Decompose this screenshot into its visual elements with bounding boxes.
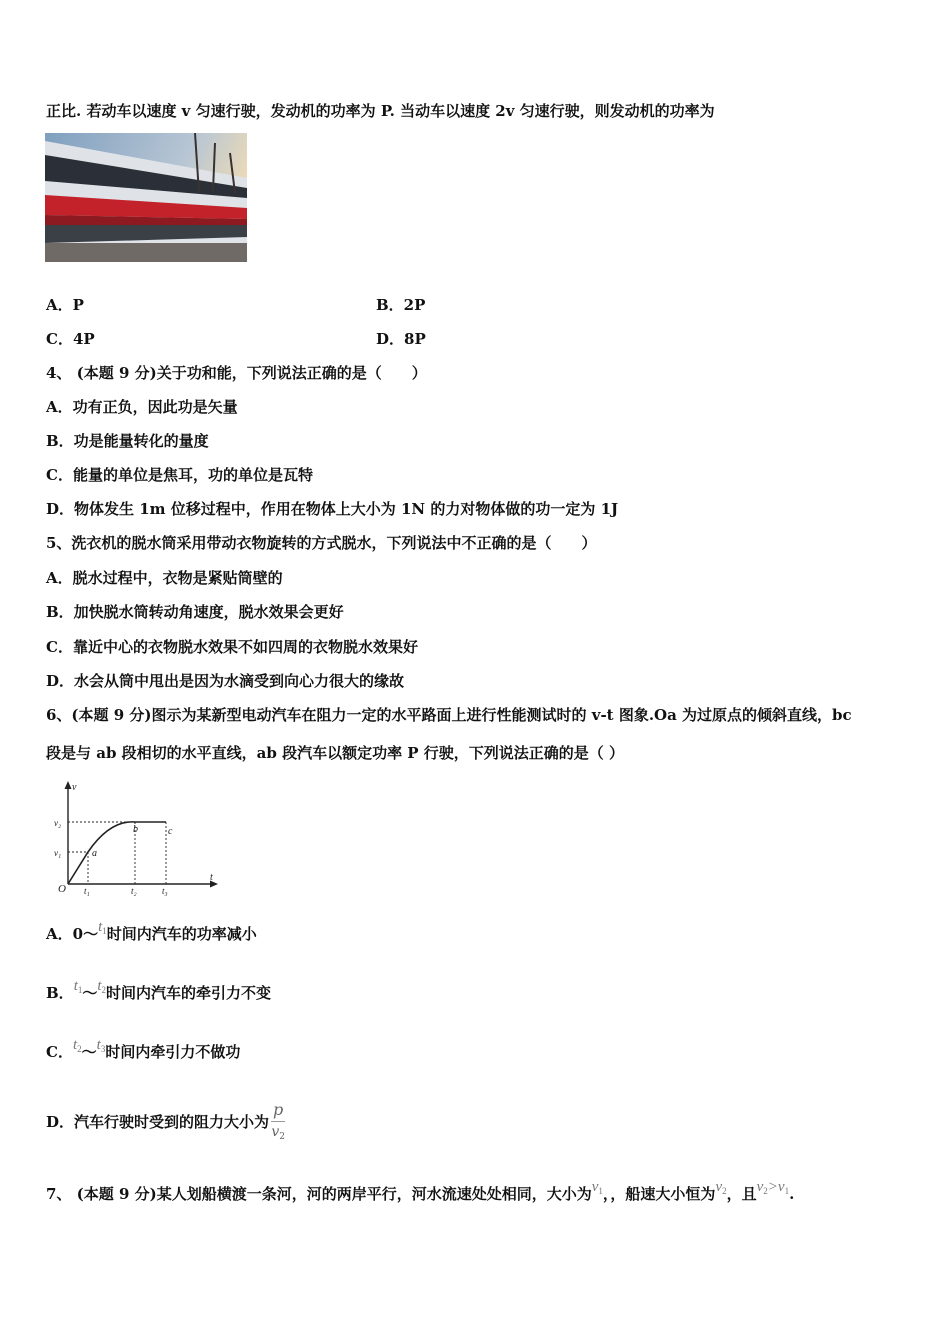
q7-stem: 7、 (本题 9 分)某人划船横渡一条河，河的两岸平行，河水流速处处相同，大小为$v_1$，，船速大小恒为$v_2$，且$v_2>v_1$. bbox=[46, 1179, 795, 1203]
q4-option-b: B．功是能量转化的量度 bbox=[46, 432, 209, 450]
graph-point-b: b bbox=[133, 824, 138, 835]
graph-point-c: c bbox=[168, 826, 173, 837]
bullet-train-photo bbox=[45, 133, 247, 262]
graph-point-a: a bbox=[92, 848, 97, 859]
q5-option-a: A．脱水过程中，衣物是紧贴筒壁的 bbox=[46, 569, 283, 587]
q6-stem-line1: 6、(本题 9 分)图示为某新型电动汽车在阻力一定的水平路面上进行性能测试时的 v-t 图象.Oa 为过原点的倾斜直线，bc bbox=[46, 706, 852, 724]
q3-option-a: A．P bbox=[46, 296, 84, 314]
q4-option-c: C．能量的单位是焦耳，功的单位是瓦特 bbox=[46, 466, 313, 484]
q6-option-c: C．$t_2\sim t_3$时间内牵引力不做功 bbox=[46, 1037, 241, 1061]
q3-option-b: B．2P bbox=[376, 296, 426, 314]
q5-option-b: B．加快脱水筒转动角速度，脱水效果会更好 bbox=[46, 603, 344, 621]
q3-option-c: C．4P bbox=[46, 330, 95, 348]
q6-stem-line2: 段是与 ab 段相切的水平直线，ab 段汽车以额定功率 P 行驶，下列说法正确的是（ ） bbox=[46, 744, 625, 762]
graph-origin-label: O bbox=[58, 883, 66, 895]
q6-option-a: A．$0\sim t_1$时间内汽车的功率减小 bbox=[46, 919, 257, 943]
graph-x-tick-t3: t₃ bbox=[162, 886, 168, 896]
q4-option-d: D．物体发生 1m 位移过程中，作用在物体上大小为 1N 的力对物体做的功一定为 1J bbox=[46, 500, 619, 518]
q3-stem-line: 正比. 若动车以速度 v 匀速行驶，发动机的功率为 P. 当动车以速度 2v 匀速行驶，则发动机的功率为 bbox=[46, 102, 715, 120]
vt-graph bbox=[50, 776, 222, 896]
q5-option-d: D．水会从筒中甩出是因为水滴受到向心力很大的缘故 bbox=[46, 672, 405, 690]
graph-y-axis-label: v bbox=[72, 782, 77, 793]
graph-x-tick-t1: t₁ bbox=[84, 886, 90, 896]
q6-option-b: B．$t_1\sim t_2$时间内汽车的牵引力不变 bbox=[46, 978, 272, 1002]
q4-option-a: A．功有正负，因此功是矢量 bbox=[46, 398, 238, 416]
q3-option-d: D．8P bbox=[376, 330, 426, 348]
q5-option-c: C．靠近中心的衣物脱水效果不如四周的衣物脱水效果好 bbox=[46, 638, 418, 656]
q6-option-d: D．汽车行驶时受到的阻力大小为 $\frac{p}{v_2}$ bbox=[46, 1092, 285, 1152]
graph-x-axis-label: t bbox=[210, 872, 213, 883]
resistance-fraction: $\frac{p}{v_2}$ bbox=[271, 1100, 285, 1142]
q5-stem: 5、洗衣机的脱水筒采用带动衣物旋转的方式脱水，下列说法中不正确的是（ ） bbox=[46, 534, 597, 552]
graph-y-tick-v1: v₁ bbox=[54, 848, 62, 858]
q4-stem: 4、 (本题 9 分)关于功和能，下列说法正确的是（ ） bbox=[46, 364, 427, 382]
graph-x-tick-t2: t₂ bbox=[131, 886, 137, 896]
graph-y-tick-v2: v₂ bbox=[54, 818, 62, 828]
